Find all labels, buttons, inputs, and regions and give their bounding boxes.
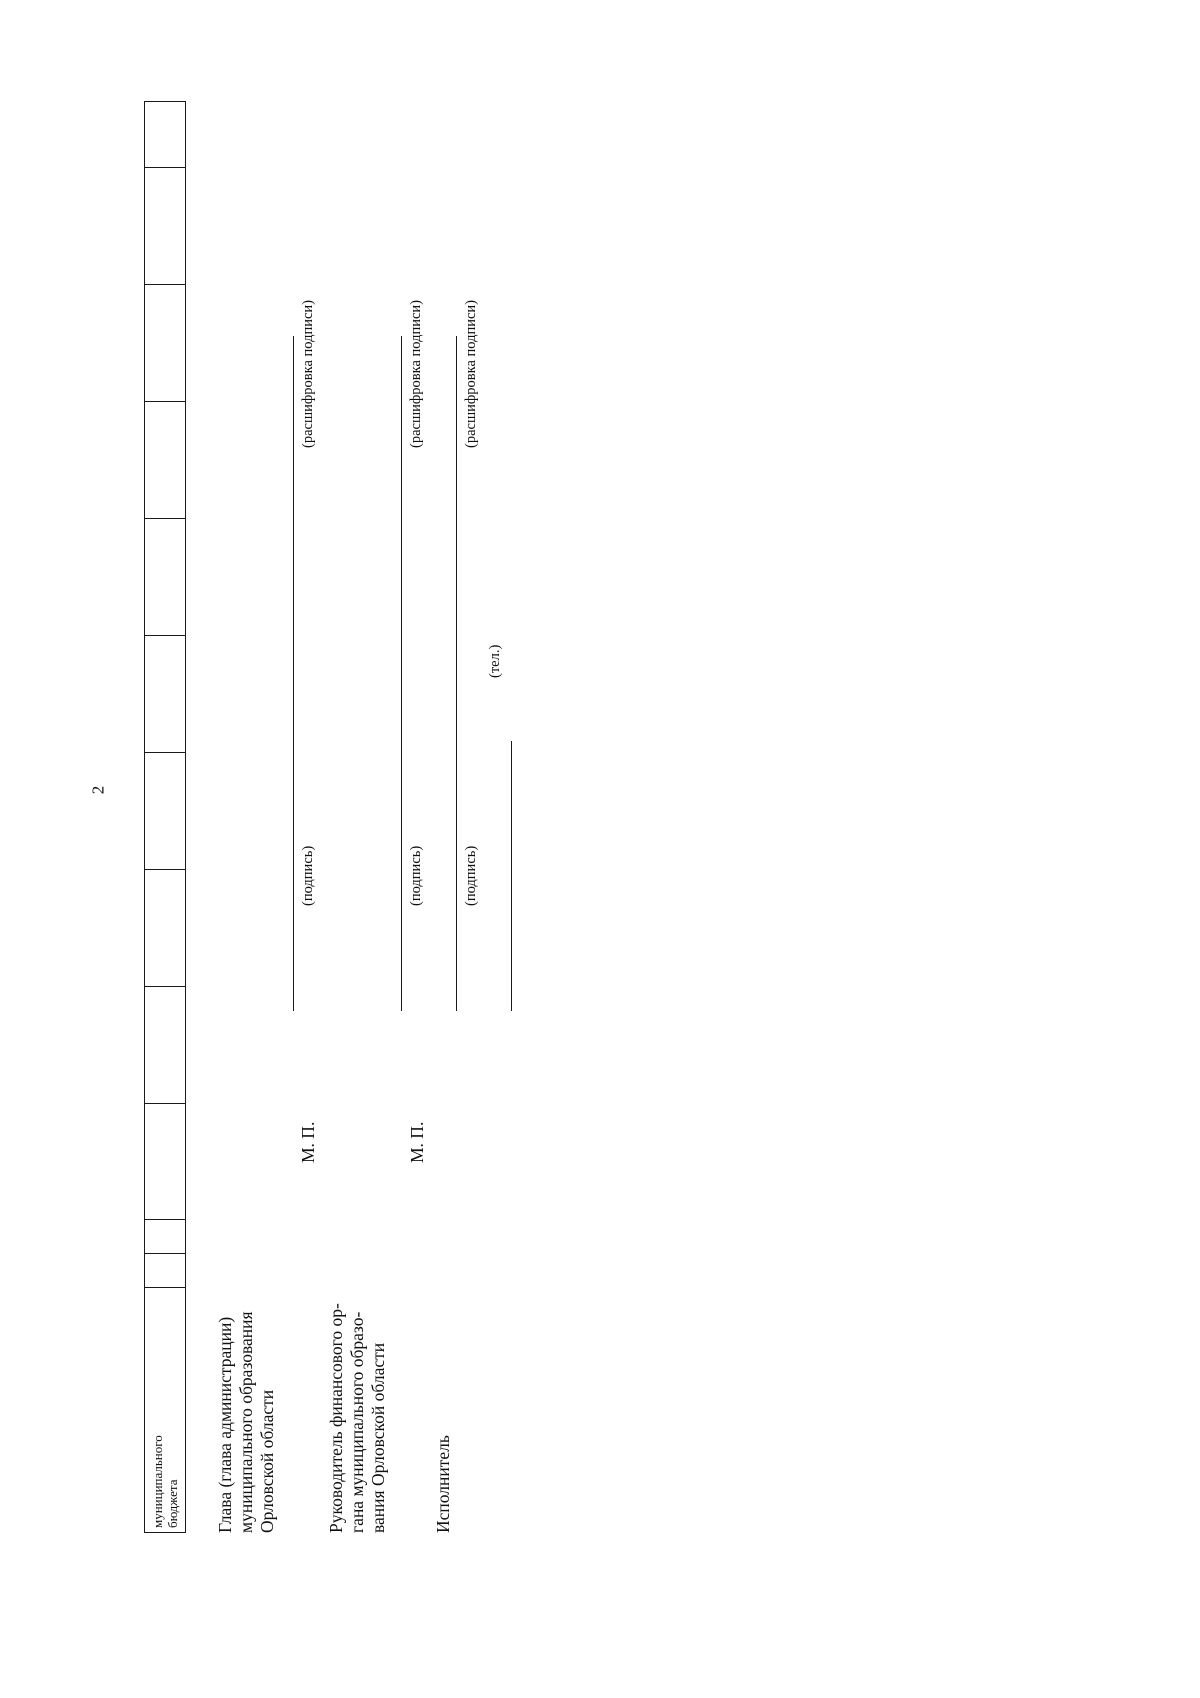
decoding-line — [401, 336, 402, 677]
table-cell — [145, 1104, 186, 1220]
budget-table-fragment — [144, 101, 186, 1533]
table-cell — [145, 987, 186, 1104]
signer-title-line: Глава (глава администрации) — [215, 1316, 235, 1533]
decoding-line — [293, 336, 294, 677]
signature-caption: (подпись) — [300, 845, 316, 906]
signature-line — [293, 676, 294, 1011]
signer-title-line: гана муниципального образо- — [347, 1311, 367, 1533]
table-cell-label-line: муниципального — [150, 1435, 165, 1528]
signer-title-line: Исполнитель — [433, 1435, 453, 1533]
table-cell-label-line: бюджета — [165, 1479, 180, 1528]
signature-caption: (подпись) — [463, 845, 479, 906]
table-cell — [145, 168, 186, 285]
signer-executor-title — [433, 1283, 454, 1533]
table-row — [145, 102, 186, 1533]
decoding-caption: (расшифровка подписи) — [300, 299, 316, 448]
signer-finance-title — [326, 1283, 389, 1533]
table-cell — [145, 1254, 186, 1288]
table-cell — [145, 753, 186, 870]
table-cell — [145, 402, 186, 519]
table-cell — [145, 1220, 186, 1254]
table-cell-label — [145, 1288, 186, 1533]
table-cell — [145, 870, 186, 987]
table-cell — [145, 519, 186, 636]
signature-line — [401, 676, 402, 1011]
signer-title-line: муниципального образования — [236, 1311, 256, 1533]
signer-title-line: Орловской области — [257, 1389, 277, 1533]
signature-line — [456, 676, 457, 1011]
signature-caption: (подпись) — [408, 845, 424, 906]
signer-title-line: Руководитель финансового ор- — [326, 1303, 346, 1533]
phone-line — [511, 741, 512, 1011]
decoding-caption: (расшифровка подписи) — [463, 299, 479, 448]
decoding-line — [456, 336, 457, 677]
table-cell — [145, 285, 186, 402]
signer-head-title — [215, 1283, 278, 1533]
decoding-caption: (расшифровка подписи) — [408, 299, 424, 448]
signer-title-line: вания Орловской области — [368, 1342, 388, 1533]
stamp-mark: М. П. — [407, 1121, 427, 1163]
phone-caption: (тел.) — [487, 644, 503, 678]
page-number: 2 — [88, 785, 108, 795]
stamp-mark: М. П. — [298, 1121, 318, 1163]
table-cell — [145, 102, 186, 168]
table-cell — [145, 636, 186, 753]
